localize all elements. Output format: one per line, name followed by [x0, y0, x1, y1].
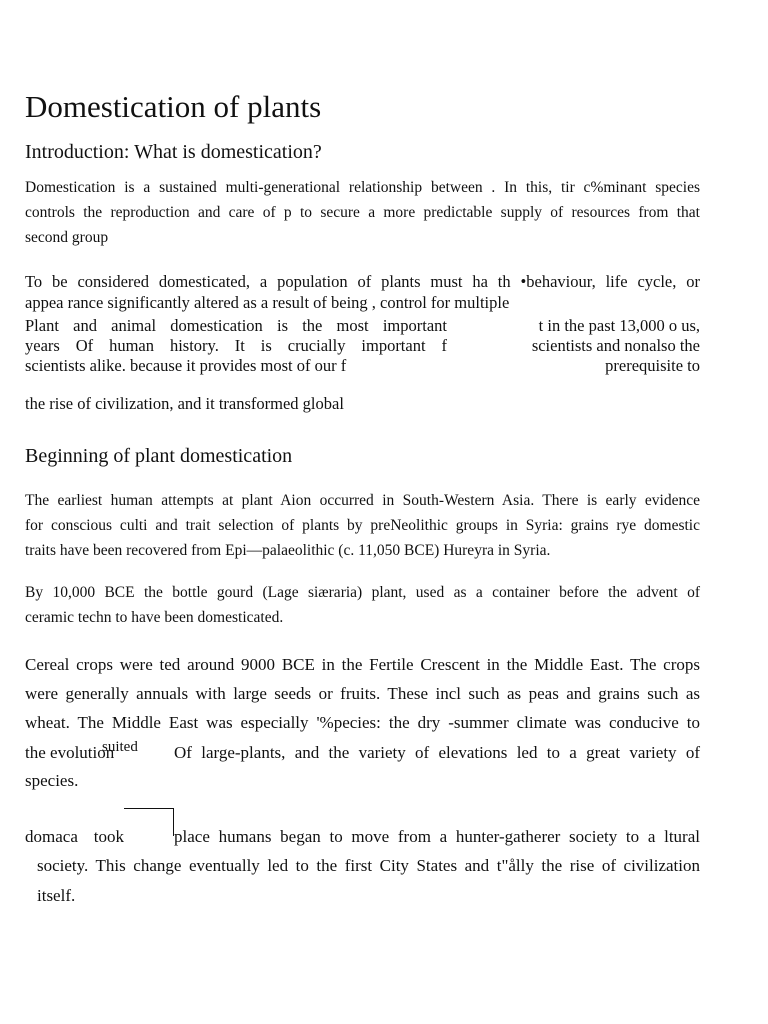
beginning-p4-line2: society. This change eventually led to the first City States and t"ålly the rise of civilization [37, 856, 700, 875]
intro-p3-left-line3: scientists alike. because it provides most of our f [25, 356, 347, 375]
beginning-p3-line5: species. [25, 771, 79, 790]
intro-p1-line2: controls the reproduction and care of p to secure a more predictable supply of resources from that [25, 204, 700, 221]
beginning-p1-line2: for conscious culti and trait selection of plants by preNeolithic groups in Syria: grains rye domestic [25, 517, 700, 534]
intro-p4: the rise of civilization, and it transformed global [25, 394, 344, 413]
document-title: Domestication of plants [25, 89, 322, 124]
beginning-p3-line3: wheat. The Middle East was especially '%pecies: the dry -summer climate was conducive to [25, 713, 700, 732]
beginning-p3-line4-end: Of large-plants, and the variety of elevations led to a great variety of [174, 743, 700, 762]
beginning-p1-line3: traits have been recovered from Epi—palaeolithic (c. 11,050 BCE) Hureyra in Syria. [25, 542, 551, 559]
insert-word-suited: suited [102, 739, 138, 755]
intro-p3-right-line3: prerequisite to [605, 356, 700, 375]
intro-heading: Introduction: What is domestication? [25, 141, 322, 163]
intro-p3-left-column [25, 316, 447, 376]
intro-p3-left-line1: Plant and animal domestication is the most important [25, 316, 447, 335]
intro-p1-line1: Domestication is a sustained multi-generational relationship between . In this, tir c%minant species [25, 179, 700, 196]
beginning-p1-line1: The earliest human attempts at plant Aion occurred in South-Western Asia. There is early evidence [25, 492, 700, 509]
insertion-rule-horizontal [124, 808, 174, 809]
beginning-p4-line1: place humans began to move from a hunter-gatherer society to a ltural [174, 827, 700, 846]
beginning-p2-line1: By 10,000 BCE the bottle gourd (Lage siæraria) plant, used as a container before the advent of [25, 584, 700, 601]
beginning-p3-line1: Cereal crops were ted around 9000 BCE in the Fertile Crescent in the Middle East. The crops [25, 655, 700, 674]
intro-p3-right-line2: scientists and nonalso the [531, 336, 700, 355]
beginning-p4-left-fragment: domaca took [25, 827, 124, 846]
beginning-p3-line4-start: the evolution [25, 743, 115, 762]
intro-p2-line2: appea rance significantly altered as a result of being , control for multiple [25, 293, 510, 312]
beginning-p3-line2: were generally annuals with large seeds or fruits. These incl such as peas and grains such as [25, 684, 700, 703]
intro-p3-left-line2: years Of human history. It is crucially important f [25, 336, 447, 355]
intro-p2-line1: To be considered domesticated, a population of plants must ha th •behaviour, life cycle, or [25, 272, 700, 291]
beginning-heading: Beginning of plant domestication [25, 445, 293, 467]
beginning-p2-line2: ceramic techn to have been domesticated. [25, 609, 284, 626]
intro-p3-right-line1: t in the past 13,000 o us, [538, 316, 700, 335]
beginning-p4-line3: itself. [37, 886, 76, 905]
intro-p1-line3: second group [25, 229, 109, 246]
